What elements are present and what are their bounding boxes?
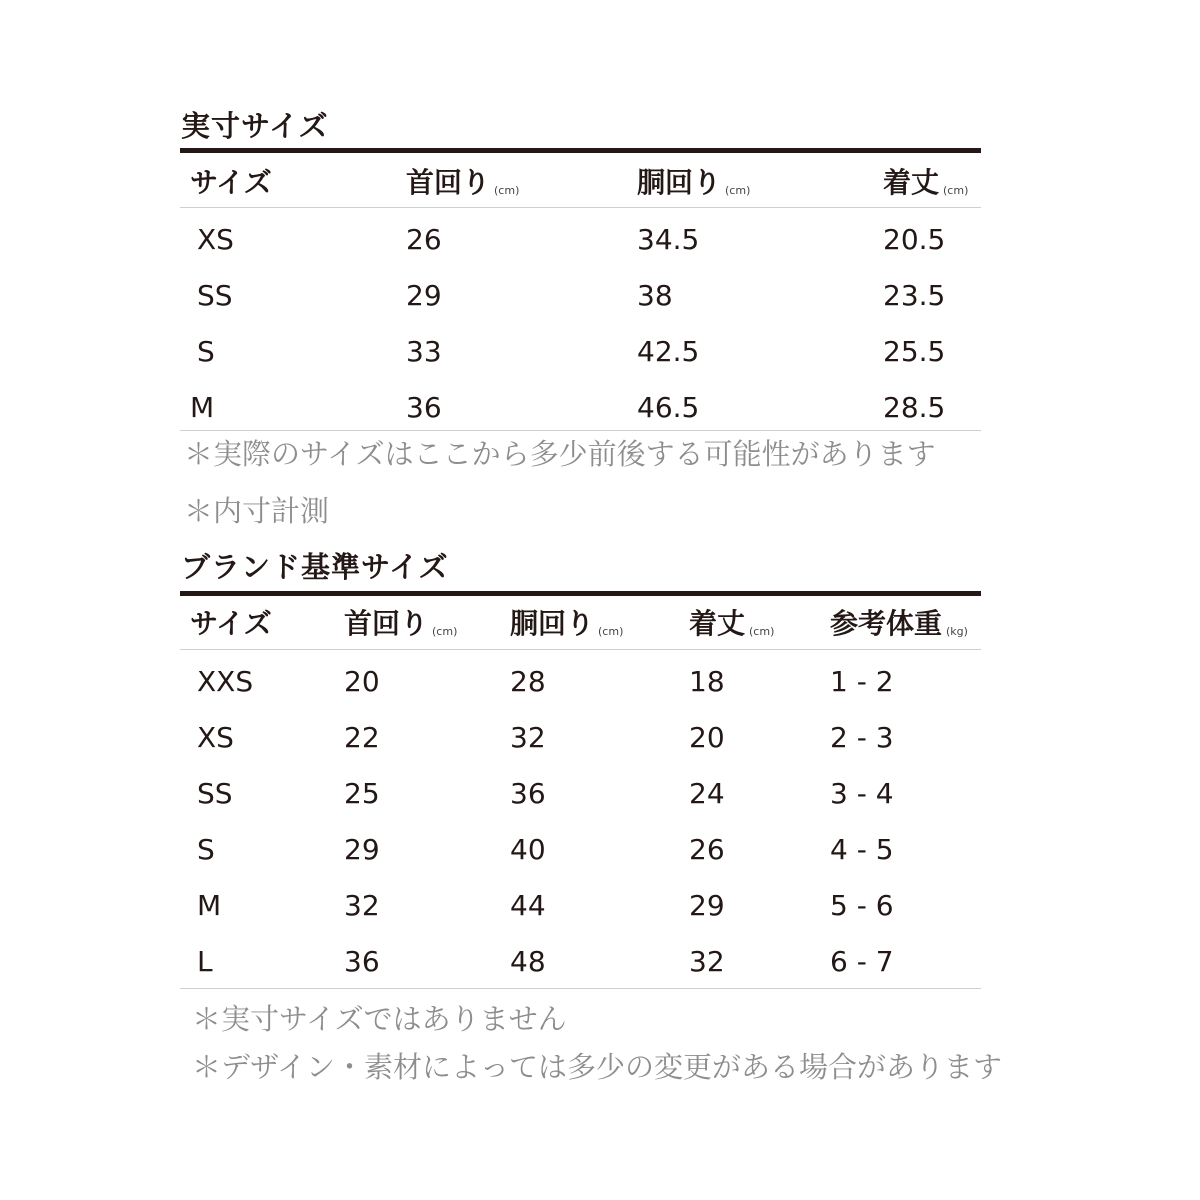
table2-cell-weight: 4 - 5 [830, 833, 894, 866]
table2-cell-chest: 28 [510, 665, 546, 698]
table1-cell-chest: 34.5 [637, 223, 700, 256]
table2-cell-chest: 32 [510, 721, 546, 754]
table1-cell-length: 23.5 [883, 279, 946, 312]
table2-note: ＊実寸サイズではありません [192, 1002, 567, 1036]
table2-cell-neck: 36 [344, 945, 380, 978]
unit-label: (cm) [598, 625, 624, 638]
table1-cell-length: 28.5 [883, 391, 946, 424]
table2-cell-neck: 29 [344, 833, 380, 866]
table2-cell-neck: 32 [344, 889, 380, 922]
table2-cell-length: 26 [689, 833, 725, 866]
table1-cell-neck: 29 [406, 279, 442, 312]
table1-note: ＊実際のサイズはここから多少前後する可能性があります [184, 437, 936, 471]
table2-cell-size: M [197, 889, 222, 922]
table2-header-length: 着丈 (cm) [689, 607, 775, 640]
unit-label: (cm) [749, 625, 775, 638]
table2-cell-neck: 22 [344, 721, 380, 754]
table2-cell-chest: 36 [510, 777, 546, 810]
table1-cell-chest: 46.5 [637, 391, 700, 424]
table2-header-size: サイズ [190, 607, 272, 640]
table1-header-divider [180, 207, 981, 208]
table2-top-rule [180, 591, 981, 596]
table2-title: ブランド基準サイズ [181, 550, 449, 584]
table2-header-divider [180, 649, 981, 650]
table2-bottom-divider [180, 988, 981, 989]
table1-cell-chest: 38 [637, 279, 673, 312]
table2-cell-weight: 6 - 7 [830, 945, 894, 978]
table2-cell-size: SS [197, 777, 233, 810]
unit-label: (kg) [946, 625, 968, 638]
table2-cell-weight: 2 - 3 [830, 721, 894, 754]
table1-header-length: 着丈 (cm) [883, 166, 969, 199]
unit-label: (cm) [494, 184, 520, 197]
table1-header-size: サイズ [190, 166, 272, 199]
table2-cell-weight: 3 - 4 [830, 777, 894, 810]
table2-cell-chest: 44 [510, 889, 546, 922]
table2-cell-neck: 20 [344, 665, 380, 698]
table1-cell-chest: 42.5 [637, 335, 700, 368]
table1-header-chest: 胴回り (cm) [637, 166, 751, 199]
unit-label: (cm) [725, 184, 751, 197]
table2-cell-length: 32 [689, 945, 725, 978]
table1-top-rule [180, 148, 981, 153]
table1-cell-size: SS [197, 279, 233, 312]
unit-label: (cm) [432, 625, 458, 638]
table2-cell-chest: 40 [510, 833, 546, 866]
table2-cell-length: 24 [689, 777, 725, 810]
table1-cell-neck: 26 [406, 223, 442, 256]
table1-cell-neck: 33 [406, 335, 442, 368]
table2-cell-size: XXS [197, 665, 254, 698]
table1-cell-size: XS [197, 223, 234, 256]
table1-cell-size: S [197, 335, 215, 368]
table2-header-chest: 胴回り (cm) [510, 607, 624, 640]
table1-cell-neck: 36 [406, 391, 442, 424]
table2-cell-size: S [197, 833, 215, 866]
table2-header-weight: 参考体重 (kg) [830, 607, 968, 640]
table2-cell-length: 18 [689, 665, 725, 698]
table2-cell-weight: 1 - 2 [830, 665, 894, 698]
table1-cell-length: 20.5 [883, 223, 946, 256]
table2-note: ＊デザイン・素材によっては多少の変更がある場合があります [192, 1050, 1002, 1084]
table1-header-neck: 首回り (cm) [406, 166, 520, 199]
table1-note: ＊内寸計測 [184, 494, 330, 528]
table2-cell-weight: 5 - 6 [830, 889, 894, 922]
table1-bottom-divider [180, 430, 981, 431]
table2-cell-size: L [197, 945, 213, 978]
table2-cell-length: 20 [689, 721, 725, 754]
table2-cell-chest: 48 [510, 945, 546, 978]
table2-cell-length: 29 [689, 889, 725, 922]
table2-header-neck: 首回り (cm) [344, 607, 458, 640]
table2-cell-size: XS [197, 721, 234, 754]
table1-title: 実寸サイズ [181, 109, 329, 143]
unit-label: (cm) [943, 184, 969, 197]
table1-cell-size: M [190, 391, 215, 424]
table2-cell-neck: 25 [344, 777, 380, 810]
table1-cell-length: 25.5 [883, 335, 946, 368]
